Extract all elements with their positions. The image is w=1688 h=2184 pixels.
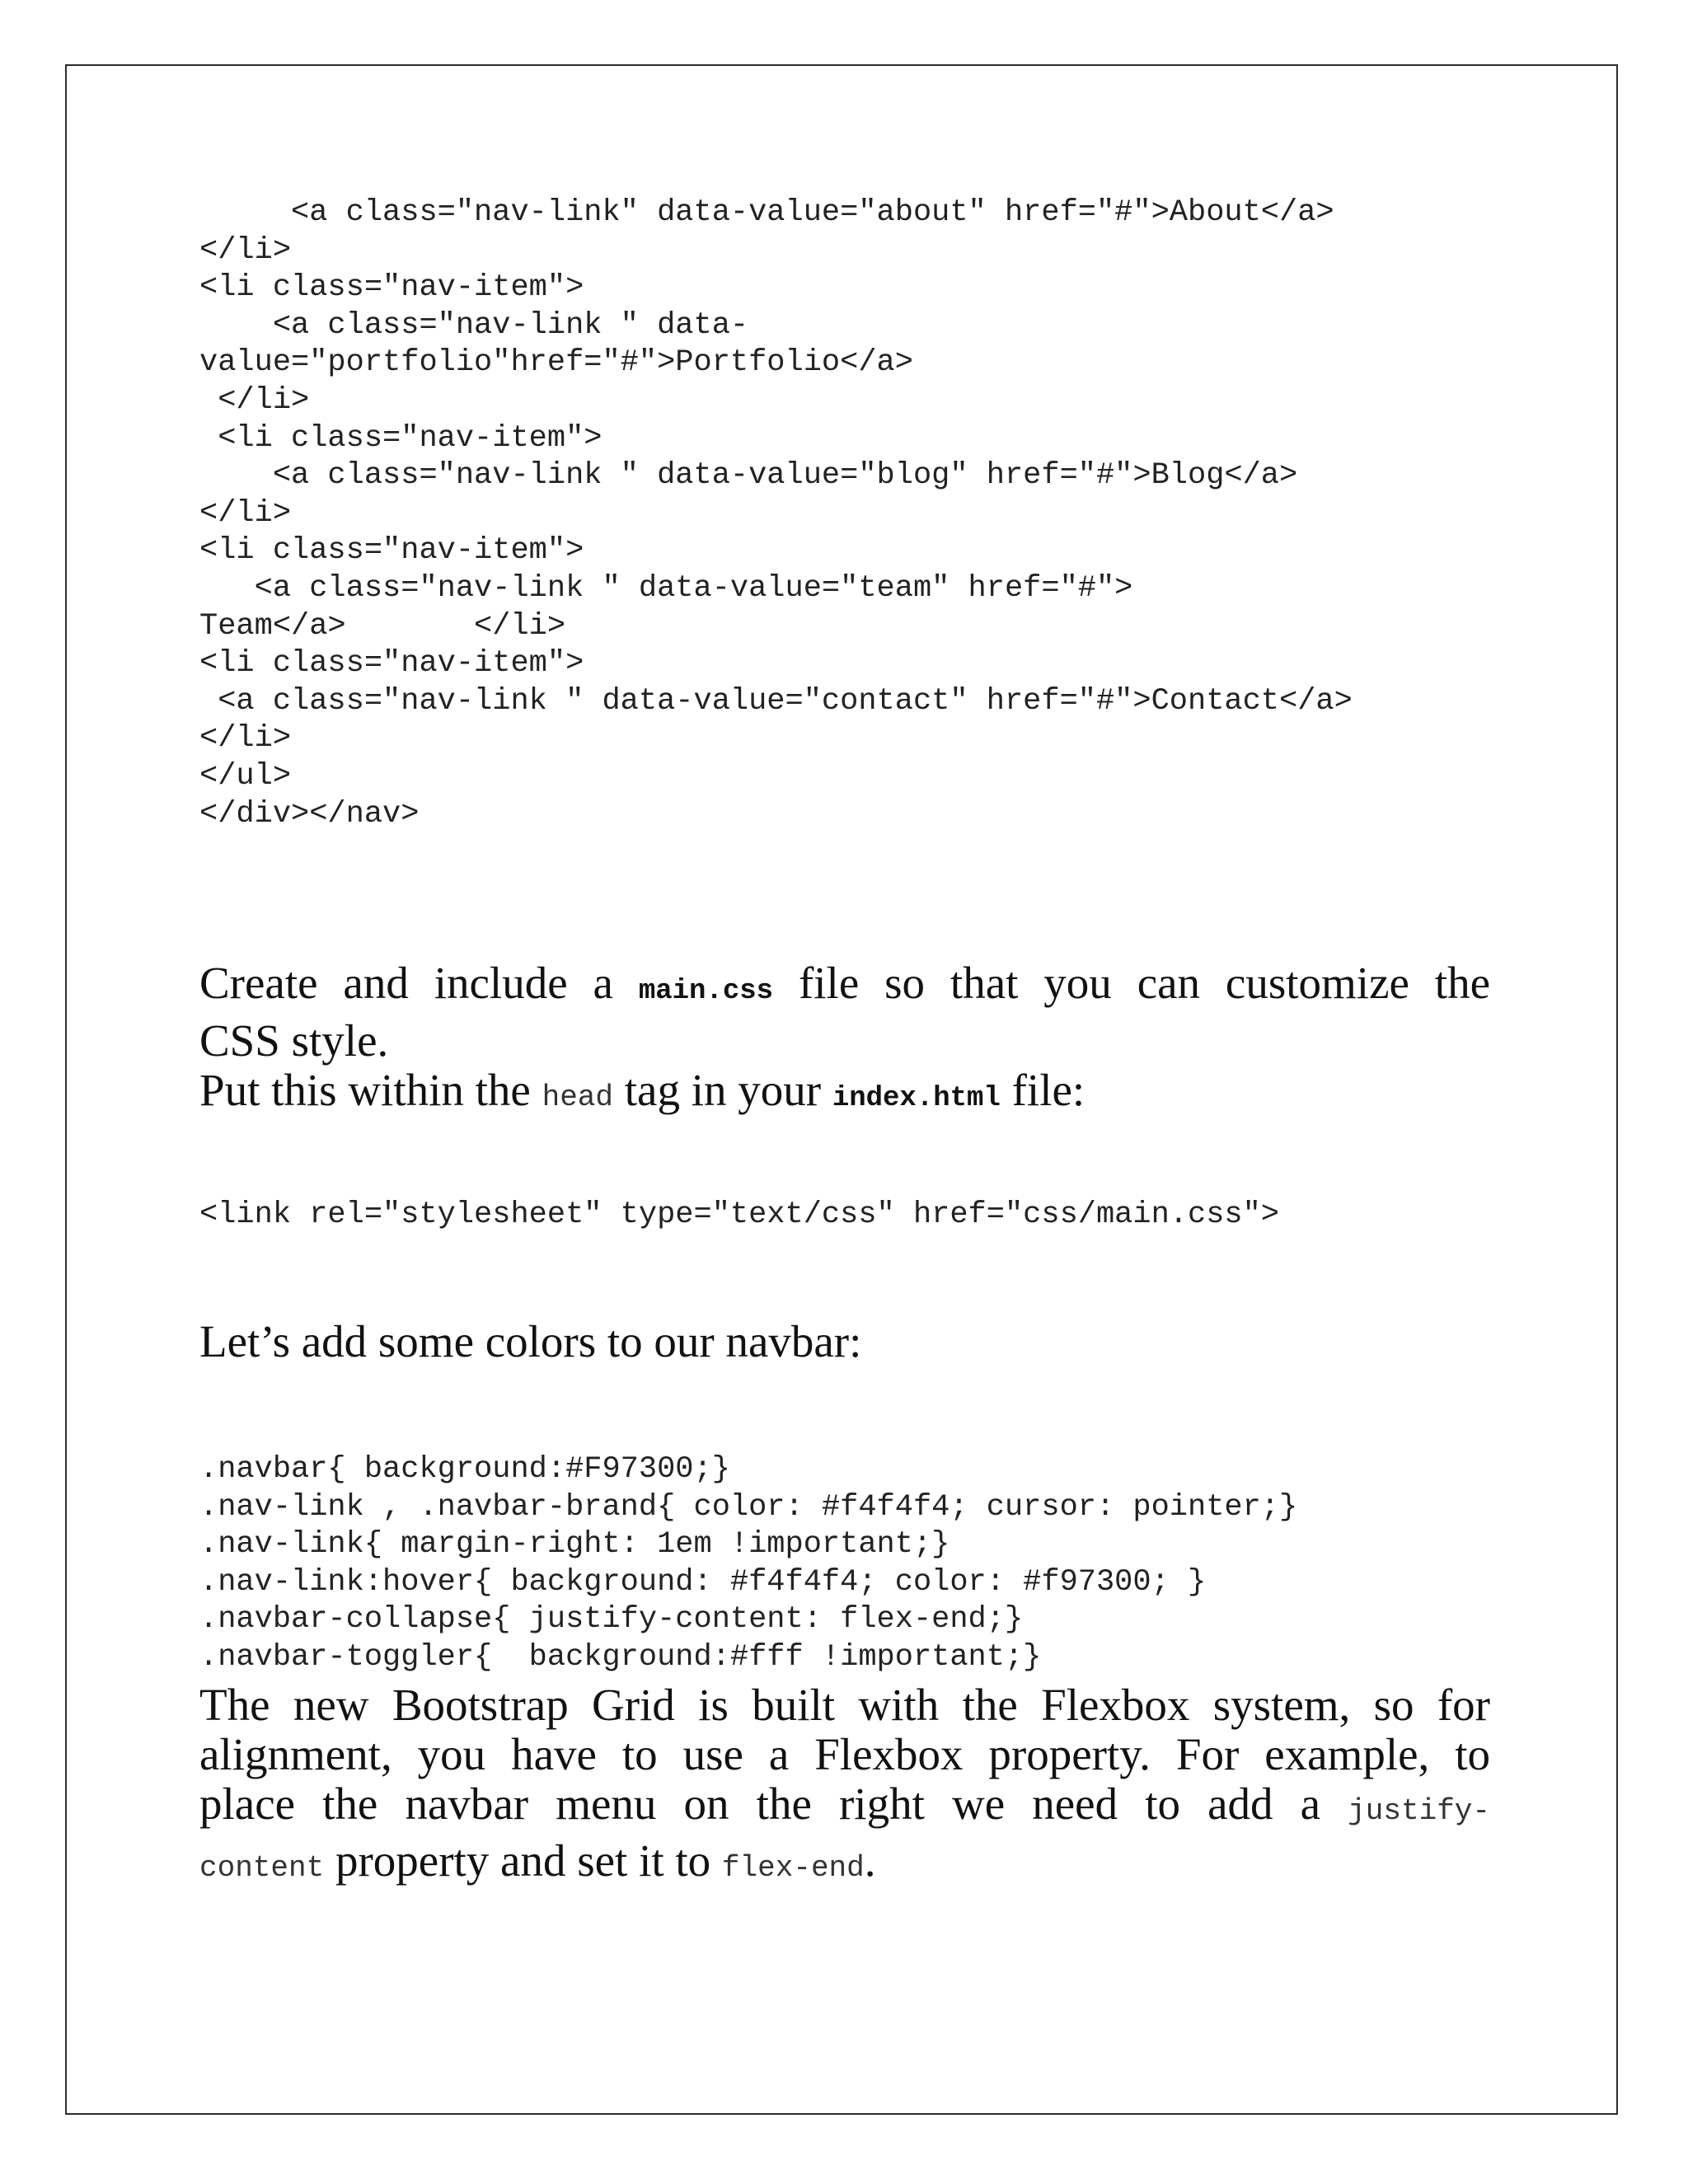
code-line: .navbar{ background:#F97300;} — [199, 1452, 730, 1487]
code-line: </li> — [199, 721, 292, 757]
code-line: .navbar-collapse{ justify-content: flex-end;} — [199, 1602, 1024, 1638]
paragraph-line — [199, 958, 1490, 1016]
paragraph-add-colors — [199, 1317, 1490, 1366]
text-run: . — [864, 1835, 876, 1886]
code-line: Team</a> </li> — [199, 608, 566, 644]
code-line: .nav-link , .navbar-brand{ color: #f4f4f4; cursor: pointer;} — [199, 1489, 1298, 1525]
text-run: Put this within the — [199, 1065, 542, 1115]
code-block-nav-items — [199, 194, 1353, 833]
paragraph-line — [199, 1066, 1490, 1123]
inline-code: justify- — [1348, 1794, 1490, 1828]
text-run: tag in your — [613, 1065, 832, 1115]
text-run: file so that you can customize the — [773, 958, 1490, 1008]
code-line: <a class="nav-link " data-value="blog" href="#">Blog</a> — [199, 458, 1298, 494]
text-run: property and set it to — [324, 1835, 722, 1886]
code-line: .nav-link:hover{ background: #f4f4f4; color: #f97300; } — [199, 1564, 1207, 1600]
code-line: </div></nav> — [199, 796, 420, 832]
text-run: file: — [1000, 1065, 1085, 1115]
code-line: <li class="nav-item"> — [199, 646, 584, 682]
paragraph-line: alignment, you have to use a Flexbox property. For example, to — [199, 1729, 1490, 1779]
code-line: <a class="nav-link " data- — [199, 307, 749, 343]
inline-code: content — [199, 1851, 325, 1885]
inline-code: index.html — [832, 1083, 1001, 1114]
code-line: .nav-link{ margin-right: 1em !important;} — [199, 1527, 950, 1563]
paragraph-bootstrap-grid — [199, 1680, 1490, 1893]
code-line: <a class="nav-link " data-value="contact" href="#">Contact</a> — [199, 683, 1353, 719]
code-line: <li class="nav-item"> — [199, 420, 603, 456]
code-line: </li> — [199, 382, 310, 418]
paragraph-line: CSS style. — [199, 1015, 389, 1066]
code-line: </li> — [199, 232, 292, 268]
code-line: </li> — [199, 495, 292, 531]
code-line: <link rel="stylesheet" type="text/css" href="css/main.css"> — [199, 1197, 1280, 1232]
paragraph-include-main-css — [199, 958, 1490, 1123]
inline-code: head — [542, 1080, 614, 1114]
text-run: place the navbar menu on the right we need to add a — [199, 1779, 1348, 1829]
code-line: </ul> — [199, 758, 292, 794]
paragraph-line — [199, 1836, 1490, 1893]
text-run: Create and include a — [199, 958, 639, 1008]
inline-code: flex-end — [721, 1851, 865, 1885]
code-line: <a class="nav-link" data-value="about" href="#">About</a> — [199, 195, 1334, 230]
paragraph-line: The new Bootstrap Grid is built with the Flexbox system, so for — [199, 1680, 1490, 1730]
inline-code: main.css — [638, 976, 774, 1007]
paragraph-line — [199, 1779, 1490, 1836]
paragraph-line: Let’s add some colors to our navbar: — [199, 1316, 862, 1366]
code-line: <a class="nav-link " data-value="team" href="#"> — [199, 570, 1133, 606]
code-block-link-stylesheet — [199, 1197, 1279, 1235]
code-line: value="portfolio"href="#">Portfolio</a> — [199, 345, 913, 381]
code-line: <li class="nav-item"> — [199, 533, 584, 569]
code-line: <li class="nav-item"> — [199, 270, 584, 306]
code-block-navbar-css — [199, 1451, 1297, 1677]
code-line: .navbar-toggler{ background:#fff !important;} — [199, 1639, 1042, 1675]
